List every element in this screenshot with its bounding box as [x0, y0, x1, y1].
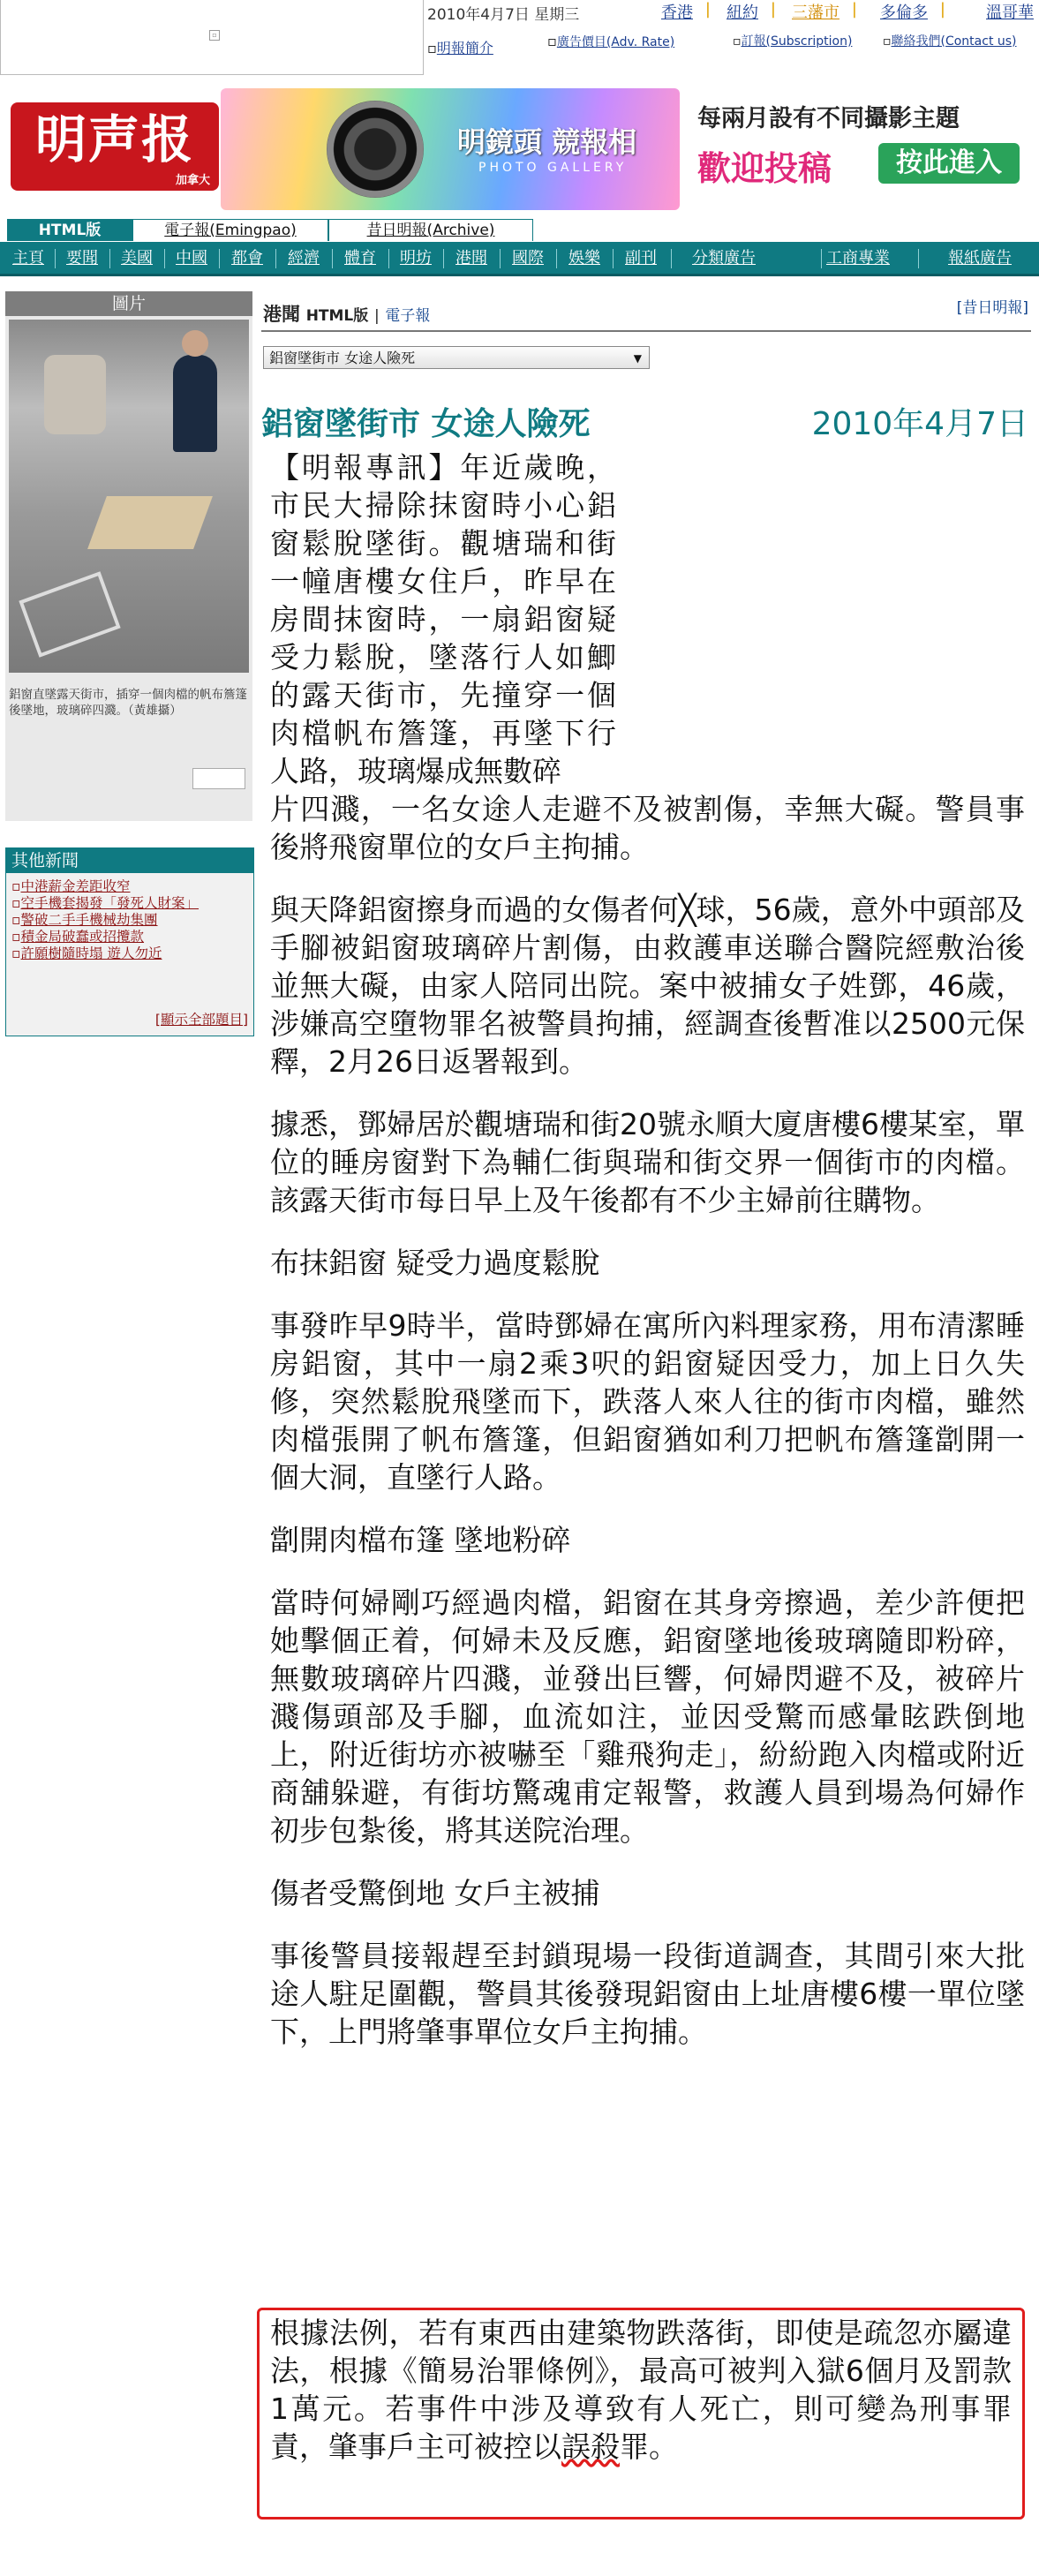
about-link[interactable]: ▫明報簡介 — [427, 40, 493, 56]
show-all-link[interactable]: [顯示全部題目] — [154, 1012, 248, 1028]
article-lead: 【明報專訊】年近歲晚，市民大掃除抹窗時小心鋁窗鬆脫墜街。觀塘瑞和街一幢唐樓女住戶，昨早在房間抹窗時，一扇鋁窗疑受力鬆脫，墜落行人如鯽的露天街市，先撞穿一個肉檔帆布簷篷，再墜下行人路，玻璃爆成無數碎 — [270, 450, 616, 788]
photo-caption: 鋁窗直墜露天街市，插穿一個肉檔的帆布簷篷後墜地，玻璃碎四濺。（黃雄攝） — [9, 688, 247, 718]
gallery-subtitle: PHOTO GALLERY — [478, 161, 628, 175]
brand-subtitle: 加拿大 — [175, 174, 210, 187]
list-item[interactable]: ▫積金局破蠢或招攬款 — [11, 929, 145, 945]
other-news-header: 其他新聞 — [6, 848, 253, 873]
article-paragraph: 據悉，鄧婦居於觀塘瑞和街20號永順大廈唐樓6樓某室，單位的睡房窗對下為輔仁街與瑞和街交界一個街市的肉檔。該露天街市每日早上及午後都有不少主婦前往購物。 — [270, 1107, 1025, 1217]
region-divider: | — [770, 0, 776, 19]
region-divider: | — [851, 0, 857, 19]
list-item[interactable]: ▫空手機套揭發「發死人財案」 — [11, 895, 200, 911]
nav-divider — [918, 249, 919, 268]
brand-logo[interactable]: 明声报 加拿大 — [11, 102, 219, 191]
current-date: 2010年4月7日 星期三 — [427, 6, 580, 24]
nav-divider — [671, 249, 672, 268]
top-strip — [0, 0, 1039, 79]
article-subheading: 劏開肉檔布篷 墜地粉碎 — [270, 1523, 571, 1557]
nav-entertainment[interactable]: 娛樂 — [568, 249, 600, 267]
ad-rate-link[interactable]: ▫廣告價目(Adv. Rate) — [547, 33, 675, 49]
article-paragraph: 與天降鋁窗擦身而過的女傷者何╳球，56歲，意外中頭部及手腳被鋁窗玻璃碎片割傷，由救護車送聯合醫院經敷治後並無大礙，由家人陪同出院。案中被捕女子姓鄧，46歲，涉嫌高空墮物罪名被警員拘捕，經調查後暫准以2500元保釋，2月26日返署報到。 — [270, 893, 1025, 1079]
banner-tagline: 每兩月設有不同攝影主題 — [697, 105, 960, 132]
archive-link[interactable]: [昔日明報] — [956, 299, 1028, 317]
region-sanfrancisco[interactable]: 三藩市 — [792, 4, 839, 22]
article-subheading: 布抹鋁窗 疑受力過度鬆脫 — [270, 1246, 600, 1280]
nav-mingfang[interactable]: 明坊 — [400, 249, 432, 267]
nav-sports[interactable]: 體育 — [344, 249, 376, 267]
region-divider: | — [939, 0, 945, 19]
nav-divider — [219, 249, 220, 268]
nav-top-news[interactable]: 要聞 — [66, 249, 98, 267]
article-headline: 鋁窗墜街市 女途人險死 — [261, 406, 591, 442]
tab-epaper[interactable]: 電子報(Emingpao) — [132, 219, 328, 241]
tab-archive[interactable]: 昔日明報(Archive) — [328, 219, 533, 241]
article-paragraph: 事發昨早9時半，當時鄧婦在寓所內料理家務，用布清潔睡房鋁窗，其中一扇2乘3呎的鋁窗疑因受力，加上日久失修，突然鬆脫飛墜而下，跌落人來人往的街市肉檔，雖然肉檔張開了帆布簷篷，但鋁窗猶如利刀把帆布簷篷劏開一個大洞，直墜行人路。 — [270, 1308, 1025, 1495]
nav-divider — [388, 249, 389, 268]
tab-html[interactable]: HTML版 — [7, 219, 132, 241]
article-paragraph: 當時何婦剛巧經過肉檔，鋁窗在其身旁擦過，差少許便把她擊個正着，何婦未及反應，鋁窗墜地後玻璃隨即粉碎，無數玻璃碎片四濺，並發出巨響，何婦閃避不及，被碎片濺傷頭部及手腳，血流如注，並因受驚而感暈眩跌倒地上，附近街坊亦被嚇至「雞飛狗走」，紛紛跑入肉檔或附近商舖躲避，有街坊驚魂甫定報警，救護人員到場為何婦作初步包紮後，將其送院治理。 — [270, 1586, 1025, 1848]
gallery-title: 明鏡頭 競報相 — [457, 125, 637, 159]
section-name: 港聞 — [263, 304, 300, 325]
list-item[interactable]: ▫中港薪金差距收窄 — [11, 878, 131, 894]
contact-link[interactable]: ▫聯絡我們(Contact us) — [883, 34, 1017, 49]
nav-international[interactable]: 國際 — [512, 249, 544, 267]
version-tabs — [0, 217, 1039, 242]
highlighted-term: 誤殺 — [561, 2429, 620, 2464]
nav-business[interactable]: 工商專業 — [826, 249, 890, 267]
epaper-link[interactable]: 電子報 — [385, 307, 431, 325]
section-nav — [0, 242, 1039, 276]
highlighted-law-paragraph: 根據法例，若有東西由建築物跌落街，即使是疏忽亦屬違法，根據《簡易治罪條例》，最高可被判入獄6個月及罰款1萬元。若事件中涉及導致有人死亡，則可變為刑事罪責，肇事戶主可被控以誤殺罪。 — [257, 2308, 1025, 2520]
nav-classified[interactable]: 分類廣告 — [692, 249, 756, 267]
other-news-panel — [5, 847, 254, 1036]
camera-lens-icon — [327, 101, 424, 198]
nav-newspaper-ads[interactable]: 報紙廣告 — [948, 249, 1012, 267]
banner-submit-text: 歡迎投稿 — [697, 149, 832, 188]
article-subheading: 傷者受驚倒地 女戶主被捕 — [270, 1876, 600, 1910]
region-divider: | — [704, 0, 711, 19]
region-vancouver[interactable]: 溫哥華 — [986, 4, 1034, 22]
nav-hk-news[interactable]: 港聞 — [456, 249, 487, 267]
other-news-list — [11, 878, 253, 962]
nav-divider — [443, 249, 444, 268]
region-toronto[interactable]: 多倫多 — [880, 4, 928, 22]
top-logo-placeholder — [0, 0, 424, 75]
nav-divider — [556, 249, 557, 268]
list-item[interactable]: ▫警破二手手機械劫集團 — [11, 912, 158, 928]
story-select[interactable]: 鋁窗墜街市 女途人險死 ▼ — [263, 346, 650, 369]
breadcrumb-separator: | — [373, 307, 380, 325]
photo-enlarge-button[interactable] — [192, 768, 245, 789]
nav-economy[interactable]: 經濟 — [288, 249, 320, 267]
nav-divider — [500, 249, 501, 268]
nav-divider — [55, 249, 56, 268]
nav-home[interactable]: 主頁 — [12, 249, 44, 267]
nav-metro[interactable]: 都會 — [231, 249, 263, 267]
broken-image-icon: ▫ — [209, 30, 220, 41]
version-label: HTML版 — [305, 307, 369, 325]
enter-gallery-button[interactable]: 按此進入 — [878, 143, 1020, 184]
nav-supplement[interactable]: 副刊 — [625, 249, 657, 267]
subscription-link[interactable]: ▫訂報(Subscription) — [733, 34, 853, 49]
nav-divider — [275, 249, 276, 268]
article-date: 2010年4月7日 — [811, 406, 1028, 442]
photo-gallery-banner[interactable] — [221, 88, 680, 210]
article-body — [270, 448, 1025, 2051]
nav-divider — [109, 249, 110, 268]
region-newyork[interactable]: 紐約 — [727, 4, 758, 22]
nav-us[interactable]: 美國 — [121, 249, 153, 267]
breadcrumb — [263, 300, 430, 327]
list-item[interactable]: ▫許願樹隨時塌 遊人勿近 — [11, 945, 162, 961]
article-paragraph: 片四濺，一名女途人走避不及被割傷，幸無大礙。警員事後將飛窗單位的女戶主拘捕。 — [270, 792, 1025, 864]
masthead-banner — [0, 83, 1039, 214]
nav-china[interactable]: 中國 — [176, 249, 207, 267]
divider — [261, 330, 1031, 332]
photo-header: 圖片 — [5, 291, 252, 316]
article-paragraph: 事後警員接報趕至封鎖現場一段街道調查，其間引來大批途人駐足圍觀，警員其後發現鋁窗由上址唐樓6樓一單位墜下，上門將肇事單位女戶主拘捕。 — [270, 1939, 1025, 2049]
nav-divider — [613, 249, 614, 268]
nav-divider — [332, 249, 333, 268]
region-hongkong[interactable]: 香港 — [661, 4, 693, 22]
photo-panel — [5, 291, 252, 821]
dropdown-arrow-icon: ▼ — [633, 352, 642, 365]
news-photo[interactable] — [9, 320, 249, 673]
nav-divider — [164, 249, 165, 268]
